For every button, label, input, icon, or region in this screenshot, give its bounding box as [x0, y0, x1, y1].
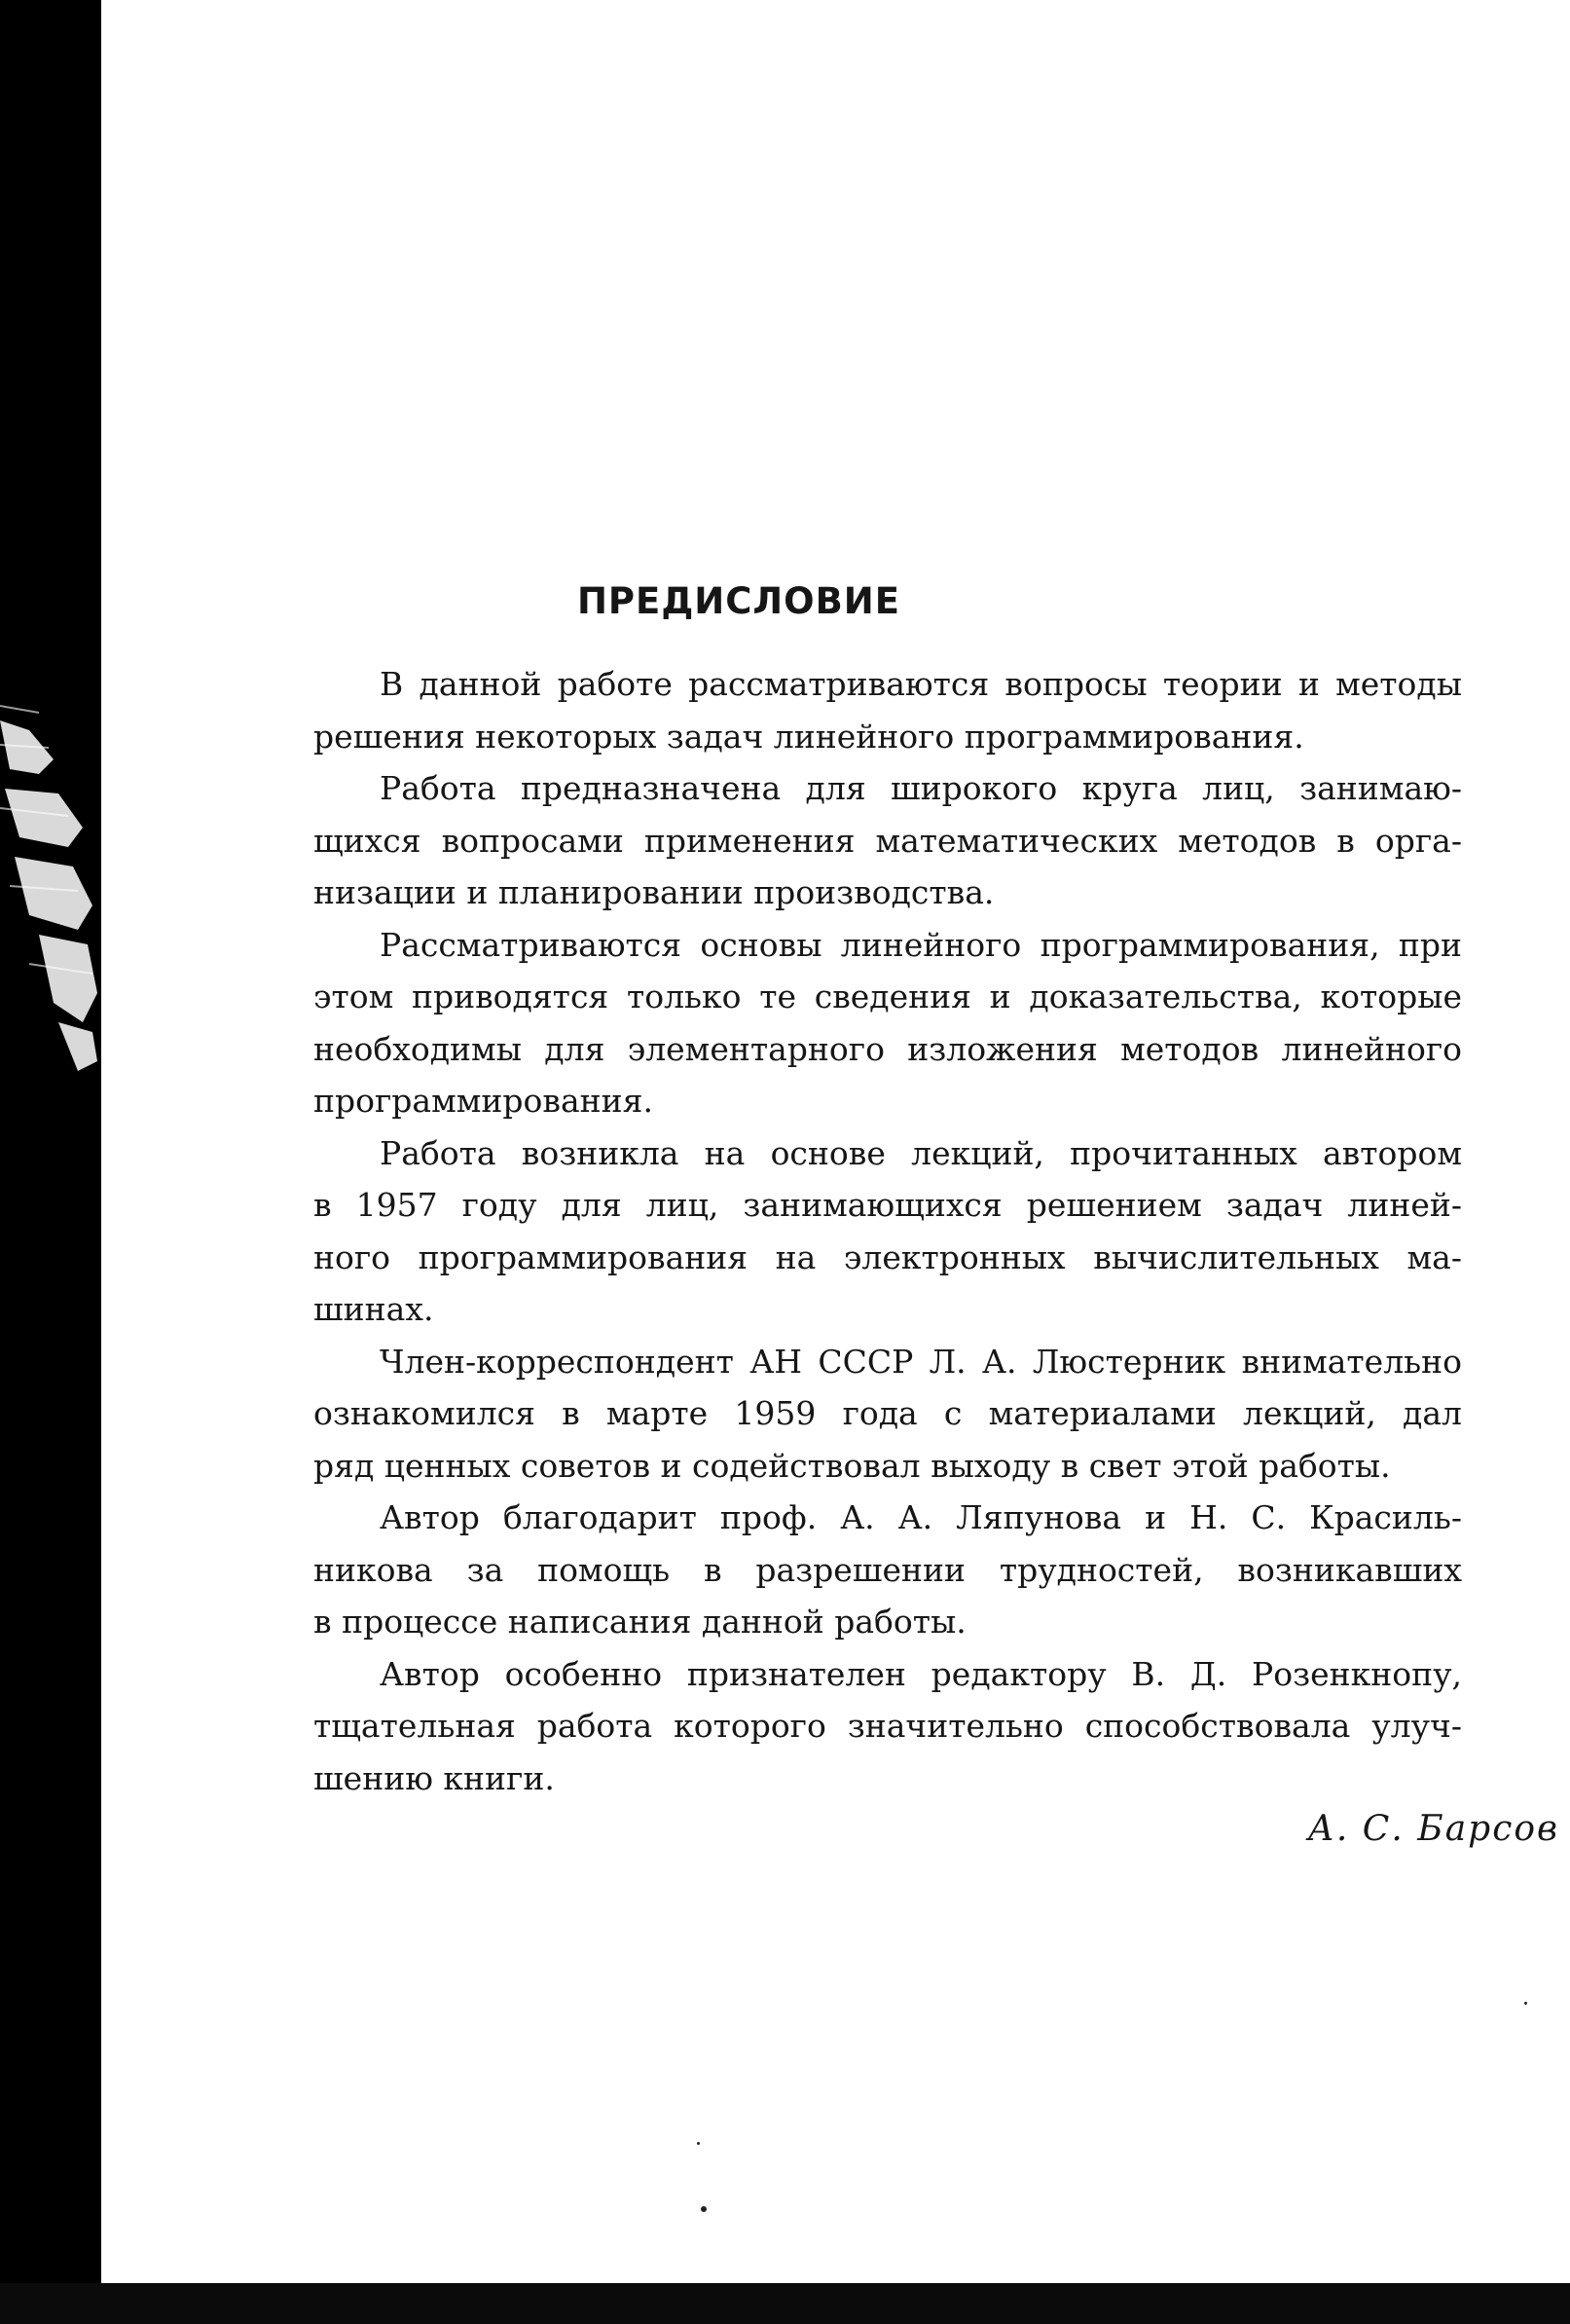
text-line: тщательная работа которого значительно способствовала улуч- [313, 1707, 1462, 1745]
text-line: в процессе написания данной работы. [313, 1603, 967, 1641]
preface-body [313, 658, 1462, 1804]
text-line: ряд ценных советов и содействовал выходу в свет этой работы. [313, 1446, 1391, 1485]
scan-speck [1524, 2002, 1527, 2005]
paragraph [313, 1336, 1462, 1493]
document-page [101, 0, 1570, 2283]
text-line: щихся вопросами применения математических методов в орга- [313, 821, 1462, 860]
text-line: шинах. [313, 1290, 434, 1328]
text-line: необходимы для элементарного изложения методов линейного [313, 1029, 1462, 1068]
text-line: в 1957 году для лиц, занимающихся решением задач линей- [313, 1186, 1462, 1224]
text-line: Рассматриваются основы линейного программирования, при [380, 925, 1462, 964]
text-line: никова за помощь в разрешении трудностей, возникавших [313, 1550, 1462, 1589]
paragraph [313, 1648, 1462, 1805]
text-line: Автор особенно признателен редактору В. Д. Розенкнопу, [380, 1654, 1462, 1693]
paragraph [313, 1492, 1462, 1648]
text-line: Работа возникла на основе лекций, прочитанных автором [380, 1133, 1462, 1172]
scan-edge-artifact [0, 701, 107, 1110]
page-title: ПРЕДИСЛОВИЕ [576, 580, 901, 622]
text-line: шению книги. [313, 1758, 555, 1797]
author-signature: А. С. Барсов [1307, 1809, 1559, 1849]
paragraph [313, 1127, 1462, 1336]
text-line: Автор благодарит проф. А. А. Ляпунова и Н. С. Красиль- [380, 1498, 1462, 1536]
scan-bottom-border [0, 2283, 1570, 2324]
scan-speck [701, 2206, 707, 2212]
text-line: ознакомился в марте 1959 года с материалами лекций, дал [313, 1394, 1462, 1432]
scan-speck [697, 2142, 700, 2145]
text-line: низации и планировании производства. [313, 873, 995, 911]
text-line: Работа предназначена для широкого круга лиц, занимаю- [380, 769, 1462, 807]
text-line: ного программирования на электронных вычислительных ма- [313, 1237, 1462, 1276]
text-line: решения некоторых задач линейного программирования. [313, 717, 1304, 756]
text-line: В данной работе рассматриваются вопросы теории и методы [380, 665, 1462, 703]
text-line: программирования. [313, 1082, 653, 1120]
paragraph [313, 919, 1462, 1127]
paragraph [313, 762, 1462, 919]
text-line: Член-корреспондент АН СССР Л. А. Люстерник внимательно [380, 1342, 1462, 1381]
text-line: этом приводятся только те сведения и доказательства, которые [313, 978, 1462, 1015]
paragraph [313, 658, 1462, 762]
